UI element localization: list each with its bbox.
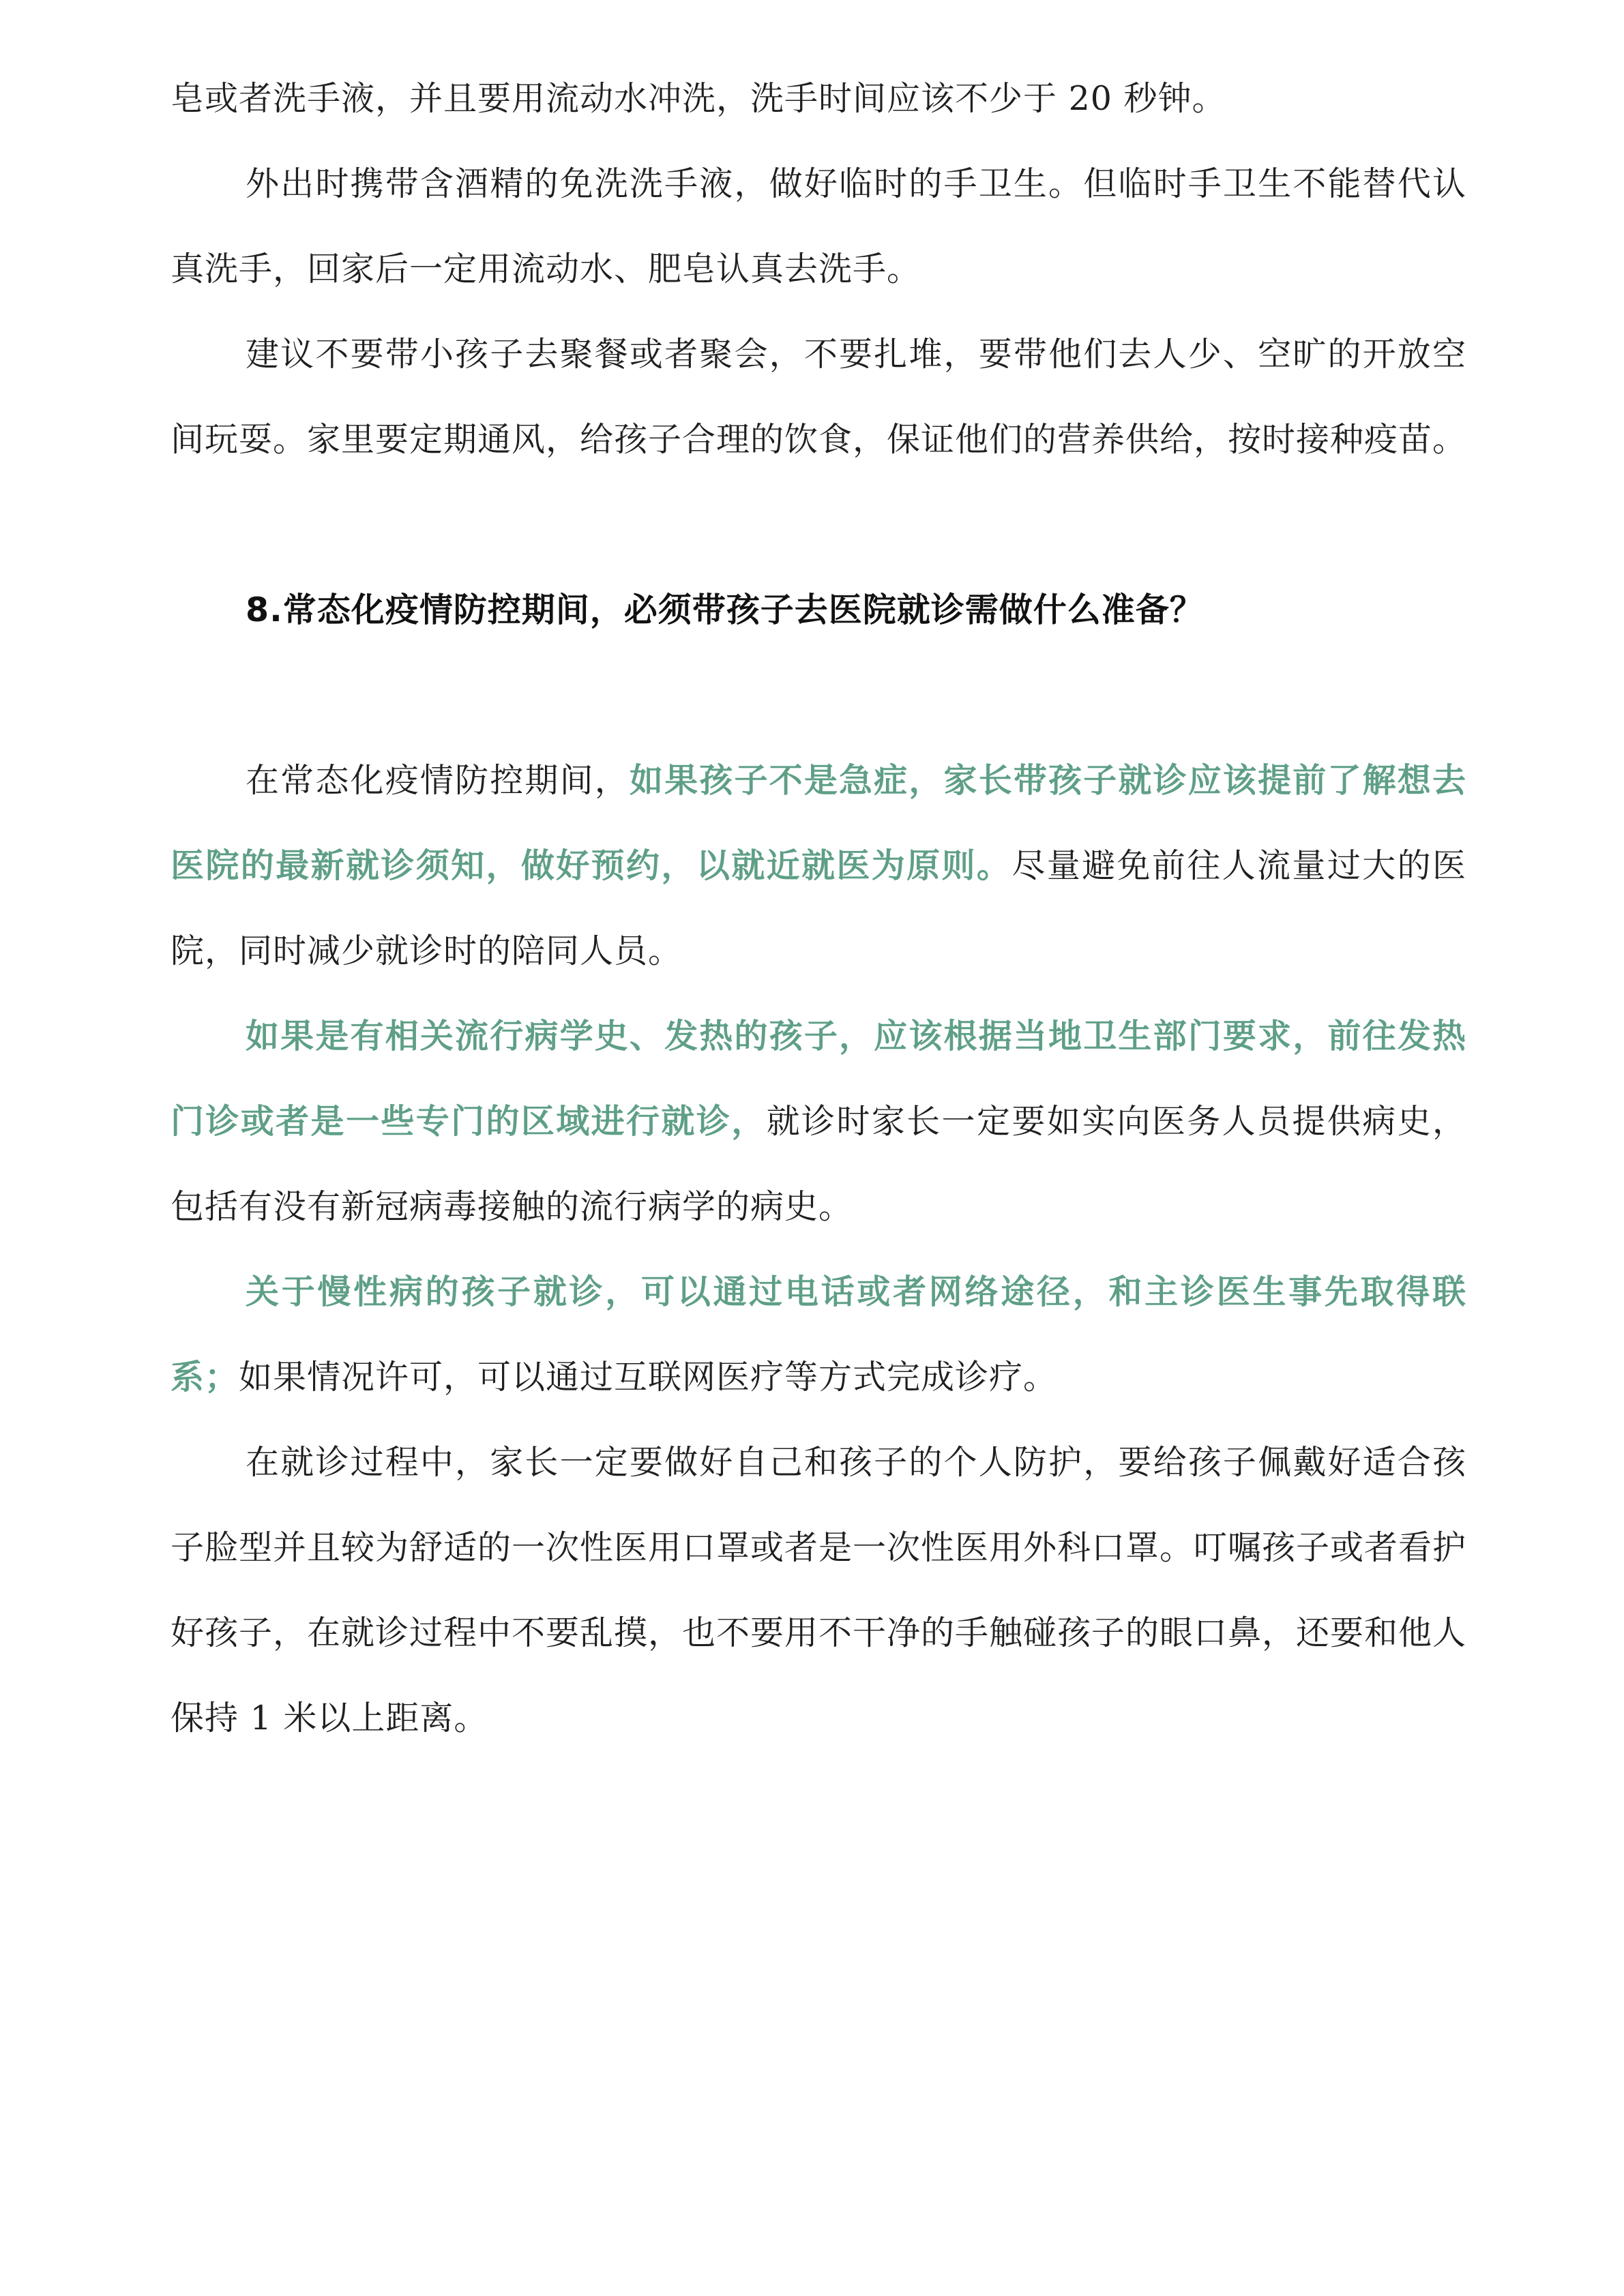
paragraph-lead: 在常态化疫情防控期间， — [246, 761, 630, 800]
paragraph-preparation — [171, 738, 1466, 994]
paragraph-protection: 在就诊过程中，家长一定要做好自己和孩子的个人防护，要给孩子佩戴好适合孩子脸型并且较为舒适的一次性医用口罩或者是一次性医用外科口罩。叮嘱孩子或者看护好孩子，在就诊过程中不要乱摸，也不要用不干净的手触碰孩子的眼口鼻，还要和他人保持 1 米以上距离。 — [171, 1443, 1467, 1738]
paragraph-chronic — [171, 1249, 1466, 1420]
text-column — [171, 56, 1466, 1761]
paragraph-tail: 就诊时家长一定要如实向医务人员提供病史，包括有没有新冠病毒接触的流行病学的病史。 — [171, 1102, 1466, 1226]
gathering-paragraph: 建议不要带小孩子去聚餐或者聚会，不要扎堆，要带他们去人少、空旷的开放空间玩耍。家里要定期通风，给孩子合理的饮食，保证他们的营养供给，按时接种疫苗。 — [171, 335, 1467, 459]
continued-paragraph: 皂或者洗手液，并且要用流动水冲洗，洗手时间应该不少于 20 秒钟。 — [171, 79, 1226, 118]
section-heading: 8.常态化疫情防控期间，必须带孩子去医院就诊需做什么准备？ — [246, 591, 1204, 629]
paragraph-fever — [171, 994, 1466, 1249]
paragraph-tail: 如果情况许可，可以通过互联网医疗等方式完成诊疗。 — [239, 1358, 1058, 1397]
paragraph-tail: 尽量避免前往人流量过大的医院，同时减少就诊时的陪同人员。 — [171, 846, 1466, 970]
highlight-text: 关于慢性病的孩子就诊，可以通过电话或者网络途径，和主诊医生事先取得联系； — [171, 1272, 1466, 1397]
highlight-text: 如果孩子不是急症，家长带孩子就诊应该提前了解想去医院的最新就诊须知，做好预约，以就近就医为原则。 — [171, 761, 1466, 885]
highlight-text: 如果是有相关流行病学史、发热的孩子，应该根据当地卫生部门要求，前往发热门诊或者是一些专门的区域进行就诊， — [171, 1017, 1466, 1141]
sanitizer-paragraph: 外出时携带含酒精的免洗洗手液，做好临时的手卫生。但临时手卫生不能替代认真洗手，回家后一定用流动水、肥皂认真去洗手。 — [171, 164, 1466, 288]
